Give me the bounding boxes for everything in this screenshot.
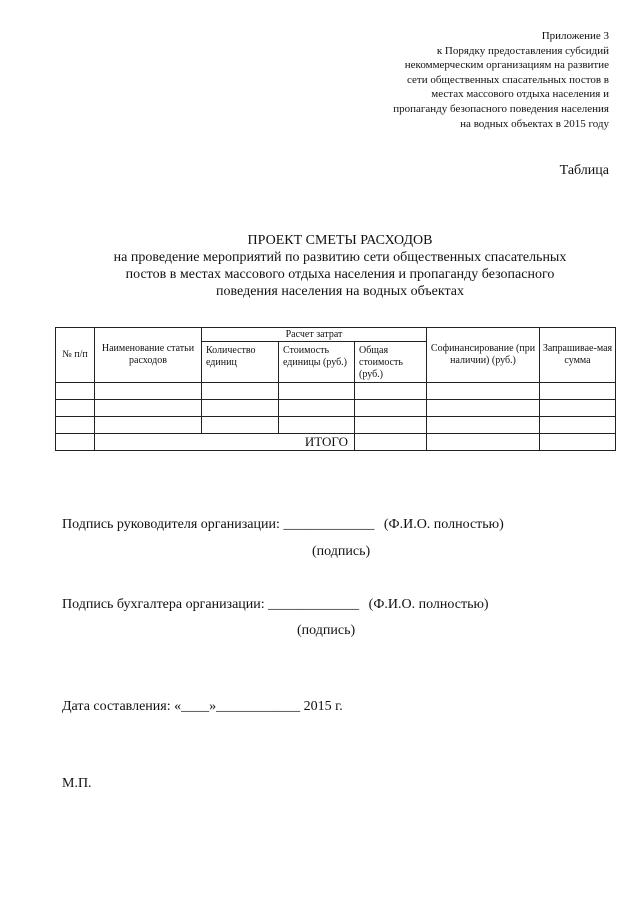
appendix-line: некоммерческим организациям на развитие [404, 59, 609, 72]
estimate-table [55, 327, 616, 451]
table-cell[interactable] [427, 400, 540, 417]
title-line: поведения населения на водных объектах [216, 284, 464, 299]
table-cell[interactable] [202, 400, 279, 417]
table-cell[interactable] [355, 383, 427, 400]
accountant-signature-label: Подпись бухгалтера организации: [62, 597, 265, 612]
accountant-sign-note: (подпись) [297, 623, 356, 638]
title-line: постов в местах массового отдыха населения и пропаганду безопасного [125, 267, 555, 282]
table-cell[interactable] [56, 383, 95, 400]
total-cofinancing-cell[interactable] [427, 434, 540, 451]
header-cost-calculation: Расчет затрат [202, 328, 427, 342]
appendix-line: к Порядку предоставления субсидий [436, 44, 609, 57]
appendix-line: пропаганду безопасного поведения населения [393, 102, 609, 115]
header-quantity: Количество единиц [202, 342, 279, 383]
accountant-signature-line [62, 597, 489, 613]
appendix-line: местах массового отдыха населения и [431, 88, 609, 101]
date-line[interactable]: Дата составления: «____»____________ 2015 г. [62, 699, 343, 714]
table-cell[interactable] [355, 400, 427, 417]
appendix-note [309, 29, 609, 131]
head-fio-label: (Ф.И.О. полностью) [383, 517, 504, 532]
accountant-signature-blank[interactable]: _____________ [268, 597, 360, 612]
table-cell[interactable] [427, 417, 540, 434]
table-cell[interactable] [95, 400, 202, 417]
table-cell[interactable] [56, 400, 95, 417]
table-label: Таблица [559, 163, 609, 178]
appendix-line: Приложение 3 [541, 30, 609, 42]
table-cell[interactable] [95, 417, 202, 434]
table-cell [56, 434, 95, 451]
header-requested-amount: Запрашивае-мая сумма [540, 328, 616, 383]
table-cell[interactable] [56, 417, 95, 434]
document-title [60, 232, 620, 300]
appendix-line: сети общественных спасательных постов в [406, 73, 609, 86]
total-requested-cell[interactable] [540, 434, 616, 451]
accountant-fio-label: (Ф.И.О. полностью) [368, 597, 489, 612]
table-cell[interactable] [540, 400, 616, 417]
header-unit-cost: Стоимость единицы (руб.) [279, 342, 355, 383]
head-sign-note: (подпись) [312, 544, 371, 559]
table-cell[interactable] [95, 383, 202, 400]
table-cell[interactable] [279, 417, 355, 434]
table-cell[interactable] [202, 383, 279, 400]
header-number: № п/п [56, 328, 95, 383]
table-total-row [56, 434, 616, 451]
table-cell[interactable] [279, 383, 355, 400]
head-signature-blank[interactable]: _____________ [283, 517, 375, 532]
table-cell[interactable] [202, 417, 279, 434]
table-row [56, 400, 616, 417]
total-label: ИТОГО [95, 434, 355, 451]
table-row [56, 383, 616, 400]
total-cost-cell[interactable] [355, 434, 427, 451]
title-line: на проведение мероприятий по развитию сети общественных спасательных [113, 250, 567, 265]
table-cell[interactable] [540, 383, 616, 400]
stamp-label: М.П. [62, 776, 92, 791]
header-total-cost: Общая стоимость (руб.) [355, 342, 427, 383]
table-row [56, 417, 616, 434]
head-signature-label: Подпись руководителя организации: [62, 517, 280, 532]
table-cell[interactable] [355, 417, 427, 434]
header-cofinancing: Софинансирование (при наличии) (руб.) [427, 328, 540, 383]
table-cell[interactable] [540, 417, 616, 434]
head-signature-line [62, 517, 504, 533]
header-expense-name: Наименование статьи расходов [95, 328, 202, 383]
table-cell[interactable] [427, 383, 540, 400]
table-cell[interactable] [279, 400, 355, 417]
table-header-row [56, 328, 616, 342]
title-heading: ПРОЕКТ СМЕТЫ РАСХОДОВ [247, 233, 433, 248]
appendix-line: на водных объектах в 2015 году [460, 117, 609, 130]
